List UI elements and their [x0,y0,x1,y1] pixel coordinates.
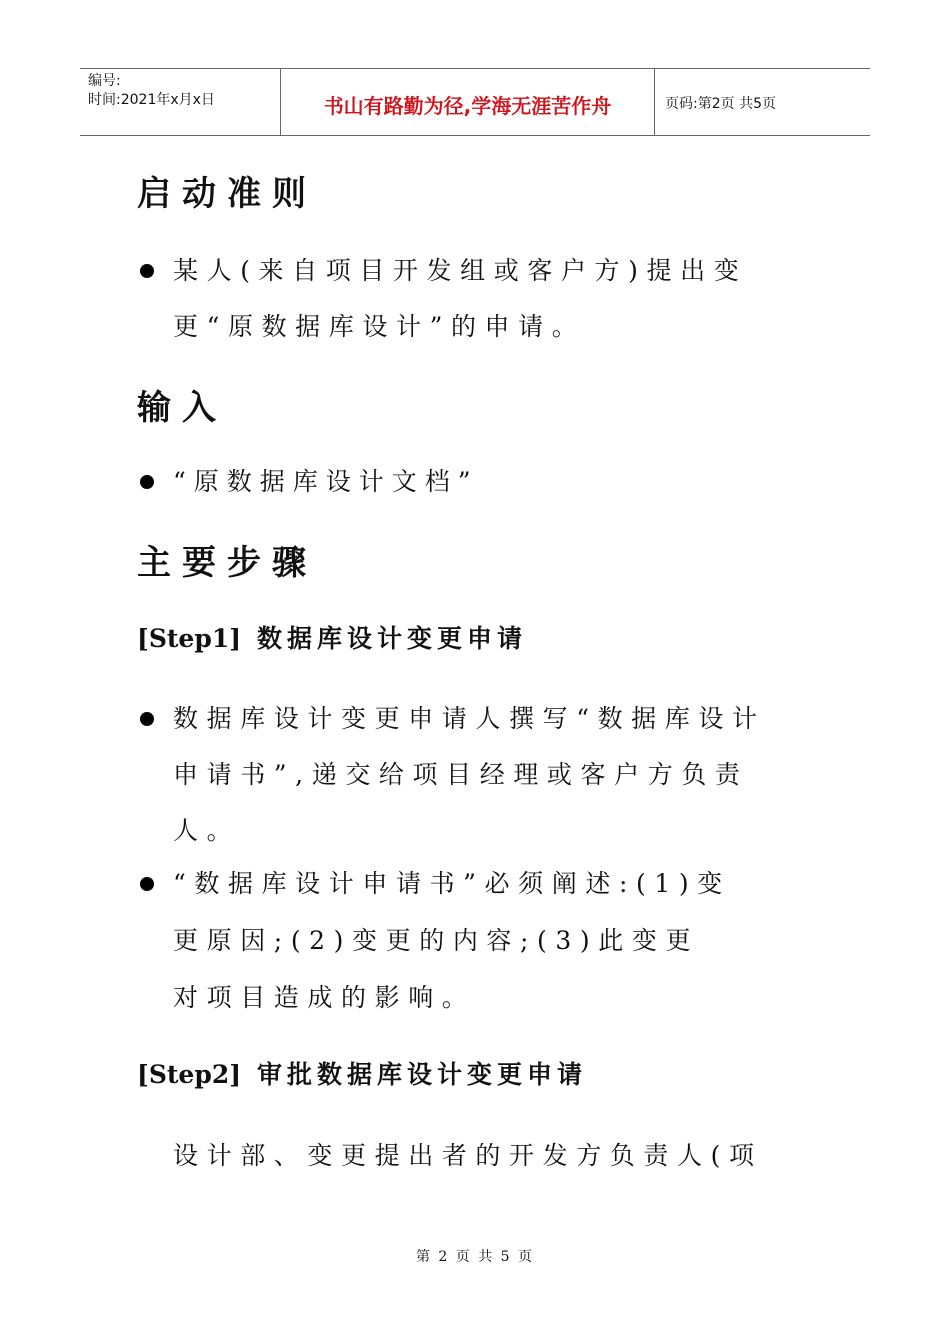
header-page-info: 页码:第2页 共5页 [665,96,776,112]
heading-main-steps: 主要步骤 [137,543,317,583]
text-line: “数据库设计申请书”必须阐述:(1)变 [173,869,731,898]
text-line: 某人(来自项目开发组或客户方)提出变 [173,256,748,285]
number-label: 编号: [88,73,121,89]
header-motto: 书山有路勤为径,学海无涯苦作舟 [281,69,655,135]
bullet-dot [140,877,154,891]
step1-label: [Step1] [137,624,242,653]
text-line: 对项目造成的影响。 [173,983,476,1012]
page-footer: 第 2 页 共 5 页 [415,1249,535,1265]
step2-label: [Step2] [137,1060,242,1089]
bullet-dot [140,475,154,489]
date-label: 时间:2021年x月x日 [88,92,215,108]
text-line: 更“原数据库设计”的申请。 [173,312,586,341]
heading-start-criteria: 启动准则 [137,174,317,214]
text-line: “原数据库设计文档” [173,467,479,496]
text-line: 更原因;(2)变更的内容;(3)此变更 [173,926,700,955]
text-line: 申请书”,递交给项目经理或客户方负责 [173,760,749,789]
bullet-dot [140,264,154,278]
heading-step2 [137,1059,587,1091]
step2-title: 审批数据库设计变更申请 [257,1060,588,1089]
text-line: 设计部、变更提出者的开发方负责人(项 [173,1141,763,1170]
text-line: 数据库设计变更申请人撰写“数据库设计 [173,704,766,733]
heading-input: 输入 [137,388,227,428]
step1-title: 数据库设计变更申请 [257,624,528,653]
text-line: 人。 [173,816,241,845]
heading-step1 [137,623,527,655]
bullet-dot [140,712,154,726]
